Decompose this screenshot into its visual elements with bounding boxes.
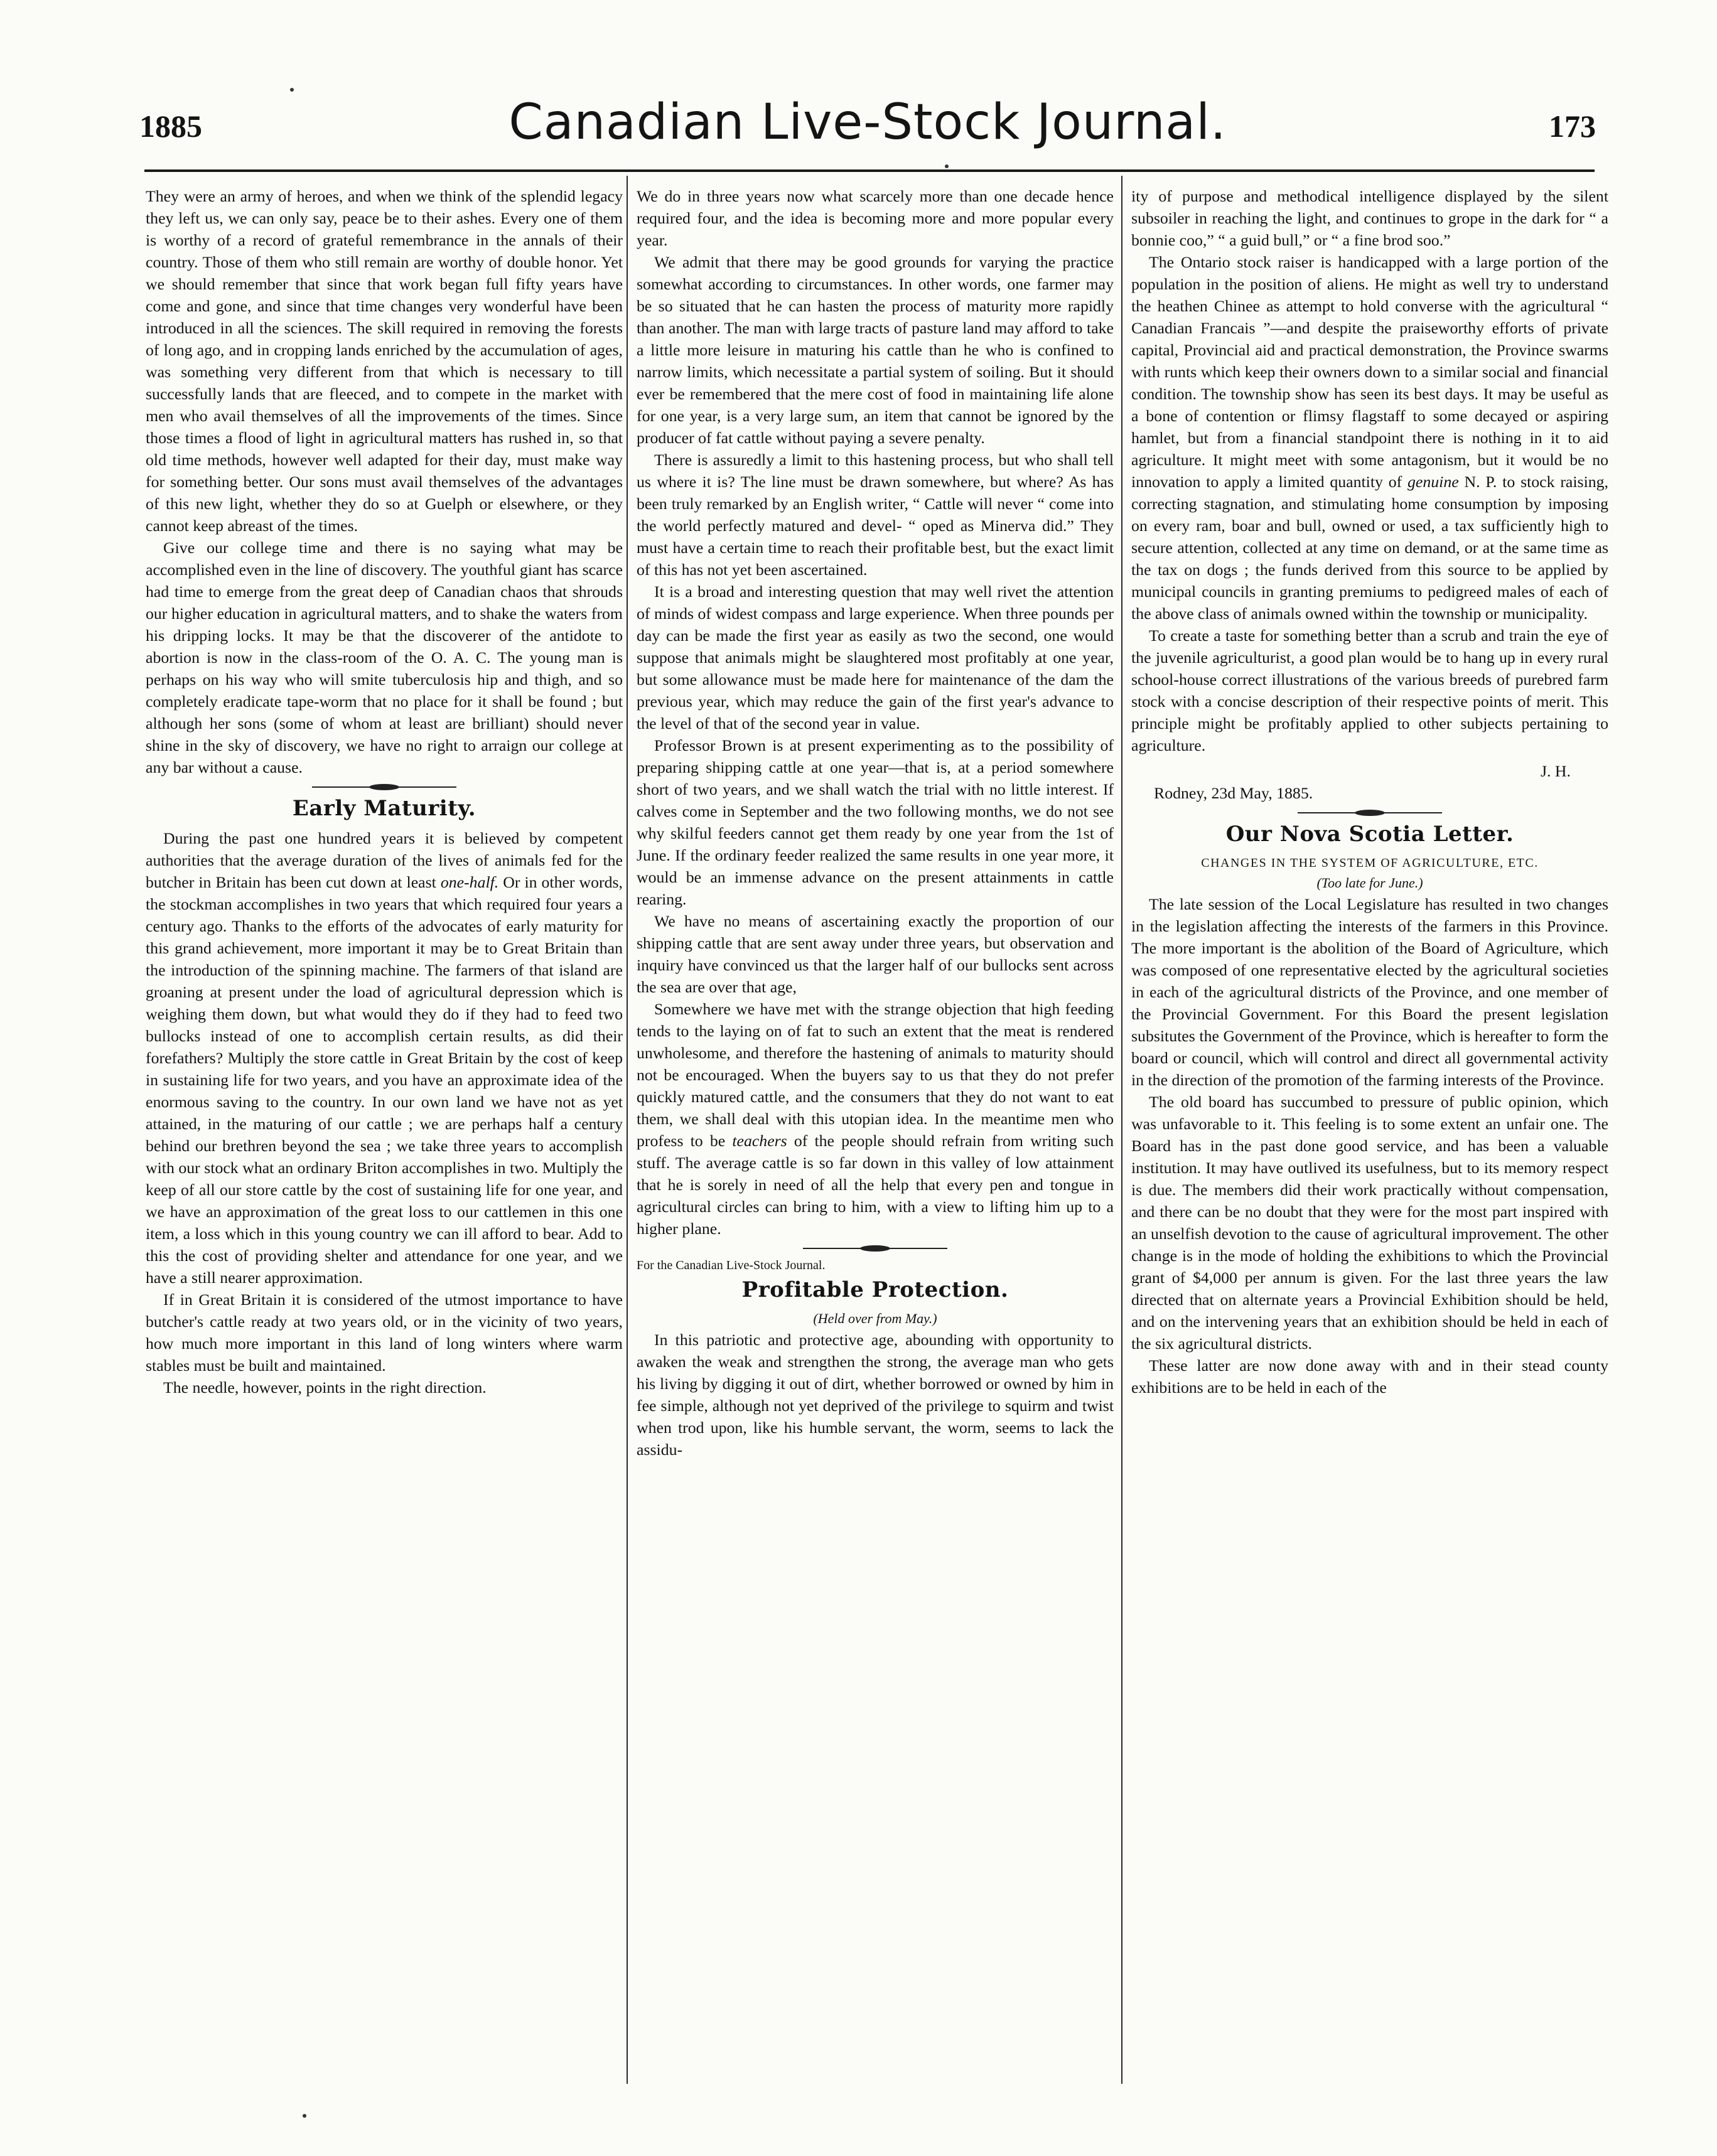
paragraph xyxy=(637,998,1114,1240)
article-note: (Held over from May.) xyxy=(813,1311,937,1326)
paragraph: These latter are now done away with and in their stead county exhibitions are to be held in each of the xyxy=(1131,1356,1608,1397)
text-run: N. P. to stock raising, correcting stagnation, and stimulating home consumption by imposing on every ram, boar and bull, owned or used, a tax sufficiently high to secure attention, collected at any time on demand, or at the same time as the tax on dogs ; the funds derived from this source to be applied by municipal councils in granting premiums to pedigreed males of each of the above class of animals owned within the township or municipality. xyxy=(1131,473,1608,623)
emphasized-text: genuine xyxy=(1408,473,1459,491)
page-number: 173 xyxy=(1549,109,1596,144)
paragraph: They were an army of heroes, and when we think of the splendid legacy they left us, we can only say, peace be to their ashes. Every one of them is worthy of a record of grateful remembrance in the annals of their country. Those of them who still remain are worthy of double honor. Yet we should remember that since that work began full fifty years have come and gone, and since that time changes very wonderful have been introduced in all the sciences. The skill required in removing the forests of long ago, and in cropping lands enriched by the accumulation of ages, was something very different from that which is necessary to till successfully lands that are fleeced, and to compete in the market with men who avail themselves of all the improvements of the times. Since those times a flood of light in agricultural matters has rushed in, so that old time methods, however well adapted for their day, must make way for something better. Our sons must avail themselves of the advantages of this new light, whether they do so at Guelph or elsewhere, or they cannot keep abreast of the times. xyxy=(146,187,623,535)
article-heading: Early Maturity. xyxy=(292,796,476,821)
print-speck xyxy=(290,88,294,92)
print-speck xyxy=(945,164,949,168)
text-run: During the past one hundred years it is believed by competent authorities that the average duration of the lives of animals fed for the butcher in Britain has been cut down at least xyxy=(146,829,623,891)
column-divider xyxy=(1121,176,1122,2084)
section-separator-ornament xyxy=(803,1245,947,1252)
paragraph xyxy=(1131,251,1608,625)
paragraph: To create a taste for something better than a scrub and train the eye of the juvenile agriculturist, a good plan would be to hang up in every rural school-house correct illustrations of the various breeds of purebred farm stock with a concise description of their respective points of merit. This principle might be profitably applied to other subjects pertaining to agriculture. xyxy=(1131,626,1608,754)
print-speck xyxy=(303,2114,306,2118)
contributor-line: For the Canadian Live-Stock Journal. xyxy=(637,1258,826,1272)
header-year: 1885 xyxy=(139,109,202,144)
paragraph: ity of purpose and methodical intelligence displayed by the silent subsoiler in reaching the light, and continues to grope in the dark for “ a bonnie coo,” “ a guid bull,” or “ a fine brod soo.” xyxy=(1131,187,1608,249)
article-note: (Too late for June.) xyxy=(1316,875,1423,891)
emphasized-text: teachers xyxy=(732,1132,787,1150)
text-run: of the people should refrain from writing such stuff. The average cattle is so far down in this valley of low attainment that he is sorely in need of all the help that every pen and tongue in agricultural circles can bring to him, with a view to lifting him up to a higher plane. xyxy=(637,1132,1114,1238)
paragraph: Give our college time and there is no saying what may be accomplished even in the line of discovery. The youthful giant has scarce had time to emerge from the great deep of Canadian chaos that shrouds our higher education in agricultural matters, and to shake the waters from his dripping locks. It may be that the discoverer of the antidote to abortion is now in the class-room of the O. A. C. The young man is perhaps on his way who will smite tuberculosis hip and thigh, and so completely eradicate tape-worm that no place for it shall be found ; but although her sons (some of whom at least are brilliant) should never shine in the sky of discovery, we have no right to arraign our college at any bar without a cause. xyxy=(146,539,623,776)
paragraph: In this patriotic and protective age, abounding with opportunity to awaken the weak and strengthen the strong, the average man who gets his living by digging it out of dirt, whether borrowed or owned by him in fee simple, although not yet deprived of the privilege to squirm and twist when trod upon, like his humble servant, the worm, seems to lack the assidu- xyxy=(637,1331,1114,1459)
paragraph xyxy=(146,827,623,1289)
paragraph: We have no means of ascertaining exactly the proportion of our shipping cattle that are sent away under three years, but observation and inquiry have convinced us that the larger half of our bullocks sent across the sea are over that age, xyxy=(637,912,1114,996)
column-1 xyxy=(146,185,623,2081)
article-heading: Our Nova Scotia Letter. xyxy=(1225,822,1514,847)
paragraph: The needle, however, points in the right direction. xyxy=(163,1378,487,1397)
paragraph: There is assuredly a limit to this hastening process, but who shall tell us where it is? The line must be drawn somewhere, but where? As has been truly remarked by an English writer, “ Cattle will never “ come into the world perfectly matured and devel- “ oped as Minerva did.” They must have a certain time to reach their profitable best, but the exact limit of this has not yet been ascertained. xyxy=(637,451,1114,579)
paragraph: The old board has succumbed to pressure of public opinion, which was unfavorable to it. This feeling is to some extent an unfair one. The Board has in the past done good service, and has been a valuable institution. It may have outlived its usefulness, but to its memory respect is due. The members did their work practically without compensation, and there can be no doubt that they were for the most part inspired with an unselfish devotion to the cause of agricultural improvement. The other change is in the mode of holding the exhibitions to which the Provincial grant of $4,000 per annum is given. For the last three years the law directed that on alternate years a Provincial Exhibition should be held, and on the intervening years that an exhibition should be held in each of the six agricultural districts. xyxy=(1131,1093,1608,1353)
text-run: Or in other words, the stockman accomplishes in two years that which required four years a century ago. Thanks to the efforts of the advocates of early maturity for this grand achievement, more important it may be to Great Britain than the introduction of the spinning machine. The farmers of that island are groaning at present under the load of agricultural depression which is weighing them down, but what would they do if they had to feed two bullocks instead of one to accomplish certain results, as did their forefathers? Multiply the store cattle in Great Britain by the cost of keep in sustaining life for two years, and you have an approximate idea of the enormous saving to the country. In our own land we have not as yet attained, in the maturing of our cattle ; we are perhaps half a century behind our brethren beyond the sea ; we take three years to accomplish with our stock what an ordinary Briton accomplishes in two. Multiply the keep of all our store cattle by the cost of sustaining life for one year, and we have an approximation of the great loss to our cattlemen in this one item, a loss which in this young country we can ill afford to bear. Add to this the cost of providing shelter and attendance for one year, and we have a still nearer approximation. xyxy=(146,873,623,1287)
text-run: Somewhere we have met with the strange objection that high feeding tends to the laying on of fat to such an extent that the meat is rendered unwholesome, and therefore the hastening of animals to maturity should not be encouraged. When the buyers say to us that they do not prefer quickly matured cattle, and the consumers that they do not want to eat them, we shall deal with this utopian idea. In the meantime men who profess to be xyxy=(637,1000,1114,1150)
column-3 xyxy=(1131,185,1608,2081)
paragraph: It is a broad and interesting question that may well rivet the attention of minds of widest compass and large experience. When three pounds per day can be made the first year as easily as two the second, one would suppose that animals might be slaughtered most profitably at one year, but some allowance must be made here for maintenance of the dam the previous year, which may reduce the gain of the first year's advance to the level of that of the second year in value. xyxy=(637,582,1114,732)
section-separator-ornament xyxy=(1298,809,1442,817)
article-heading: Profitable Protection. xyxy=(741,1277,1009,1302)
paragraph: Professor Brown is at present experimenting as to the possibility of preparing shipping cattle at one year—that is, at a period somewhere short of two years, and we shall watch the trial with no little interest. If calves come in September and the two following months, we do not see why skilful feeders cannot get them ready by one year from the 1st of June. If the ordinary feeder realized the same results in one year more, it would be an immense advance on the present attainments in cattle rearing. xyxy=(637,736,1114,908)
header-rule xyxy=(144,169,1595,172)
column-2 xyxy=(637,185,1114,2081)
section-separator-ornament xyxy=(312,783,456,791)
paragraph: We admit that there may be good grounds for varying the practice somewhat according to circumstances. In other words, one farmer may be so situated that he can hasten the process of maturity more rapidly than another. The man with large tracts of pasture land may afford to take a little more leisure in maturing his cattle than he who is confined to narrow limits, which necessitate a partial system of soiling. But it should ever be remembered that the mere cost of food in maintaining life alone for one year, is a very large sum, an item that cannot be ignored by the producer of fat cattle without paying a severe penalty. xyxy=(637,253,1114,447)
paragraph: We do in three years now what scarcely more than one decade hence required four, and the idea is becoming more and more popular every year. xyxy=(637,187,1114,249)
emphasized-text: one-half. xyxy=(440,873,499,891)
column-divider xyxy=(627,176,628,2084)
journal-title: Canadian Live-Stock Journal. xyxy=(509,94,1227,151)
author-signature: J. H. xyxy=(1540,762,1571,780)
paragraph: If in Great Britain it is considered of the utmost importance to have butcher's cattle ready at two years old, or in the vicinity of two years, how much more important in this land of long winters where warm stables must be built and maintained. xyxy=(146,1290,623,1375)
article-subheading: CHANGES IN THE SYSTEM OF AGRICULTURE, ETC. xyxy=(1201,856,1539,870)
text-run: The Ontario stock raiser is handicapped with a large portion of the population in the position of aliens. He might as well try to understand the heathen Chinee as attempt to hold converse with the agricultural “ Canadian Francais ”—and despite the praiseworthy efforts of private capital, Provincial aid and practical demonstration, the Province swarms with runts which keep their owners down to a similar social and financial condition. The township show has seen its best days. It may be useful as a bone of contention or flimsy flagstaff to some decayed or aspiring hamlet, but from a financial standpoint there is nothing in it to aid agriculture. It might meet with some antagonism, but it would be no innovation to apply a limited quantity of xyxy=(1131,253,1608,491)
paragraph: The late session of the Local Legislature has resulted in two changes in the legislation affecting the interests of the farmers in this Province. The more important is the abolition of the Board of Agriculture, which was composed of one representative elected by the agricultural societies in each of the agricultural districts of the Province, and one member of the Provincial Government. For this Board the present legislation subsitutes the Government of the Province, which is hereafter to form the board or council, which will control and direct all governmental activity in the direction of the promotion of the farming interests of the Province. xyxy=(1131,895,1608,1089)
dateline: Rodney, 23d May, 1885. xyxy=(1154,784,1313,802)
page-header xyxy=(139,94,1596,157)
